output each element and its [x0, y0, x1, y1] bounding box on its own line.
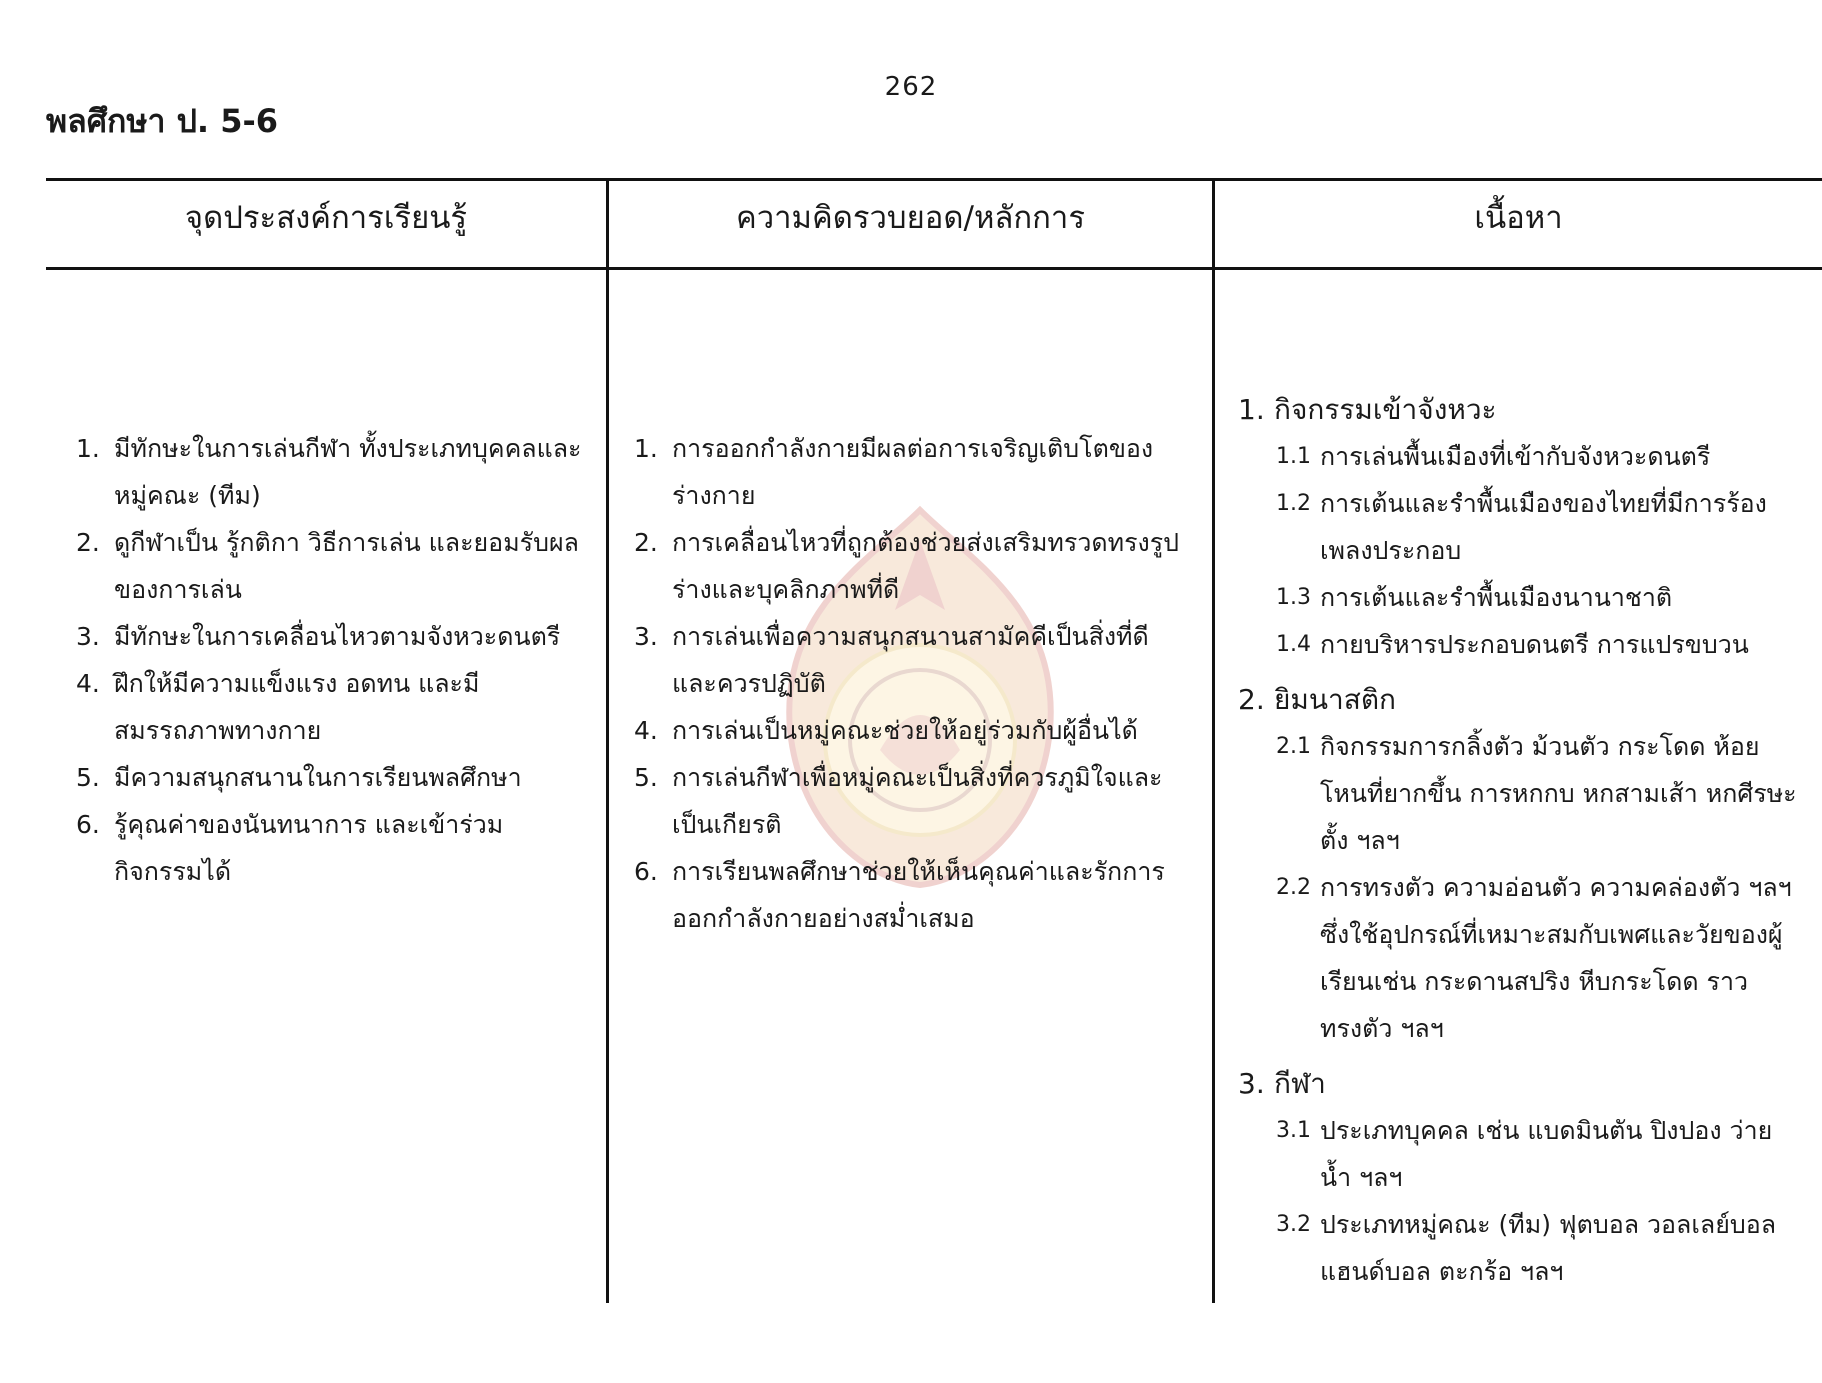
- concept-item: [634, 425, 1189, 519]
- subitem-text: ประเภทหมู่คณะ (ทีม) ฟุตบอล วอลเลย์บอล แฮนด์บอล ตะกร้อ ฯลฯ: [1320, 1210, 1777, 1286]
- item-text: การเล่นกีฬาเพื่อหมู่คณะเป็นสิ่งที่ควรภูมิใจและเป็นเกียรติ: [672, 763, 1163, 839]
- content-subitem: [1238, 1201, 1798, 1295]
- content-subitem: [1238, 864, 1798, 1052]
- item-number: 5.: [634, 763, 658, 792]
- item-number: 3.: [634, 622, 658, 651]
- content-section: [1238, 1060, 1798, 1107]
- concept-item: [634, 613, 1189, 707]
- subitem-number: 3.2: [1276, 1212, 1311, 1237]
- subitem-text: กายบริหารประกอบดนตรี การแปรขบวน: [1320, 630, 1749, 659]
- subitem-number: 1.2: [1276, 491, 1311, 516]
- page-number: 262: [884, 72, 938, 102]
- content-subitem: [1238, 723, 1798, 864]
- subitem-number: 2.2: [1276, 875, 1311, 900]
- content-subitem: [1238, 574, 1798, 621]
- item-text: การเล่นเป็นหมู่คณะช่วยให้อยู่ร่วมกับผู้อื่นได้: [672, 716, 1138, 745]
- objective-item: [76, 613, 586, 660]
- column-header-content: เนื้อหา: [1474, 200, 1563, 236]
- item-number: 4.: [634, 716, 658, 745]
- section-title: ยิมนาสติก: [1274, 683, 1396, 716]
- subitem-number: 1.3: [1276, 585, 1311, 610]
- subitem-text: กิจกรรมการกลิ้งตัว ม้วนตัว กระโดด ห้อยโหนที่ยากขึ้น การหกกบ หกสามเส้า หกศีรษะตั้ง ฯลฯ: [1320, 732, 1797, 855]
- item-text: รู้คุณค่าของนันทนาการ และเข้าร่วมกิจกรรมได้: [114, 810, 504, 886]
- content-section: [1238, 386, 1798, 433]
- concept-item: [634, 707, 1189, 754]
- column-divider-2: [1212, 178, 1215, 1303]
- subitem-text: การทรงตัว ความอ่อนตัว ความคล่องตัว ฯลฯ ซึ่งใช้อุปกรณ์ที่เหมาะสมกับเพศและวัยของผู้เรียนเช่น กระดานสปริง หีบกระโดด ราวทรงตัว ฯลฯ: [1320, 873, 1792, 1043]
- content-list: [1238, 378, 1798, 1295]
- item-text: ฝึกให้มีความแข็งแรง อดทน และมีสมรรถภาพทางกาย: [114, 669, 480, 745]
- objective-item: [76, 425, 586, 519]
- objective-item: [76, 660, 586, 754]
- section-number: 3.: [1238, 1067, 1265, 1100]
- column-divider-1: [606, 178, 609, 1303]
- concept-item: [634, 754, 1189, 848]
- item-number: 1.: [76, 434, 100, 463]
- item-number: 3.: [76, 622, 100, 651]
- section-number: 2.: [1238, 683, 1265, 716]
- item-text: การเล่นเพื่อความสนุกสนานสามัคคีเป็นสิ่งที่ดีและควรปฏิบัติ: [672, 622, 1149, 698]
- item-number: 2.: [634, 528, 658, 557]
- subitem-text: ประเภทบุคคล เช่น แบดมินตัน ปิงปอง ว่ายน้ำ ฯลฯ: [1320, 1116, 1773, 1192]
- concepts-list: [634, 425, 1189, 942]
- concept-item: [634, 848, 1189, 942]
- content-section: [1238, 676, 1798, 723]
- subitem-text: การเต้นและรำพื้นเมืองของไทยที่มีการร้องเพลงประกอบ: [1320, 489, 1767, 565]
- subitem-number: 2.1: [1276, 734, 1311, 759]
- section-number: 1.: [1238, 393, 1265, 426]
- objectives-list: [76, 425, 586, 895]
- column-header-objectives: จุดประสงค์การเรียนรู้: [184, 200, 468, 236]
- item-number: 2.: [76, 528, 100, 557]
- item-number: 1.: [634, 434, 658, 463]
- document-title: พลศึกษา ป. 5-6: [46, 102, 279, 140]
- subitem-text: การเล่นพื้นเมืองที่เข้ากับจังหวะดนตรี: [1320, 442, 1711, 471]
- item-text: มีทักษะในการเล่นกีฬา ทั้งประเภทบุคคลและหมู่คณะ (ทีม): [114, 434, 582, 510]
- section-title: กิจกรรมเข้าจังหวะ: [1274, 393, 1497, 426]
- item-text: การออกกำลังกายมีผลต่อการเจริญเติบโตของร่างกาย: [672, 434, 1154, 510]
- table-header-rule: [46, 267, 1822, 270]
- section-title: กีฬา: [1274, 1067, 1326, 1100]
- objective-item: [76, 801, 586, 895]
- item-number: 6.: [634, 857, 658, 886]
- content-subitem: [1238, 480, 1798, 574]
- subitem-number: 1.1: [1276, 444, 1311, 469]
- content-subitem: [1238, 621, 1798, 668]
- objective-item: [76, 754, 586, 801]
- subitem-number: 1.4: [1276, 632, 1311, 657]
- content-subitem: [1238, 433, 1798, 480]
- subitem-text: การเต้นและรำพื้นเมืองนานาชาติ: [1320, 583, 1673, 612]
- item-number: 6.: [76, 810, 100, 839]
- objective-item: [76, 519, 586, 613]
- item-number: 4.: [76, 669, 100, 698]
- subitem-number: 3.1: [1276, 1118, 1311, 1143]
- content-subitem: [1238, 1107, 1798, 1201]
- concept-item: [634, 519, 1189, 613]
- item-text: การเคลื่อนไหวที่ถูกต้องช่วยส่งเสริมทรวดทรงรูปร่างและบุคลิกภาพที่ดี: [672, 528, 1180, 604]
- item-text: ดูกีฬาเป็น รู้กติกา วิธีการเล่น และยอมรับผลของการเล่น: [114, 528, 579, 604]
- item-text: มีทักษะในการเคลื่อนไหวตามจังหวะดนตรี: [114, 622, 561, 651]
- column-header-concepts: ความคิดรวบยอด/หลักการ: [736, 200, 1085, 236]
- item-text: การเรียนพลศึกษาช่วยให้เห็นคุณค่าและรักการออกกำลังกายอย่างสม่ำเสมอ: [672, 857, 1165, 933]
- item-text: มีความสนุกสนานในการเรียนพลศึกษา: [114, 763, 522, 792]
- table-top-rule: [46, 178, 1822, 181]
- item-number: 5.: [76, 763, 100, 792]
